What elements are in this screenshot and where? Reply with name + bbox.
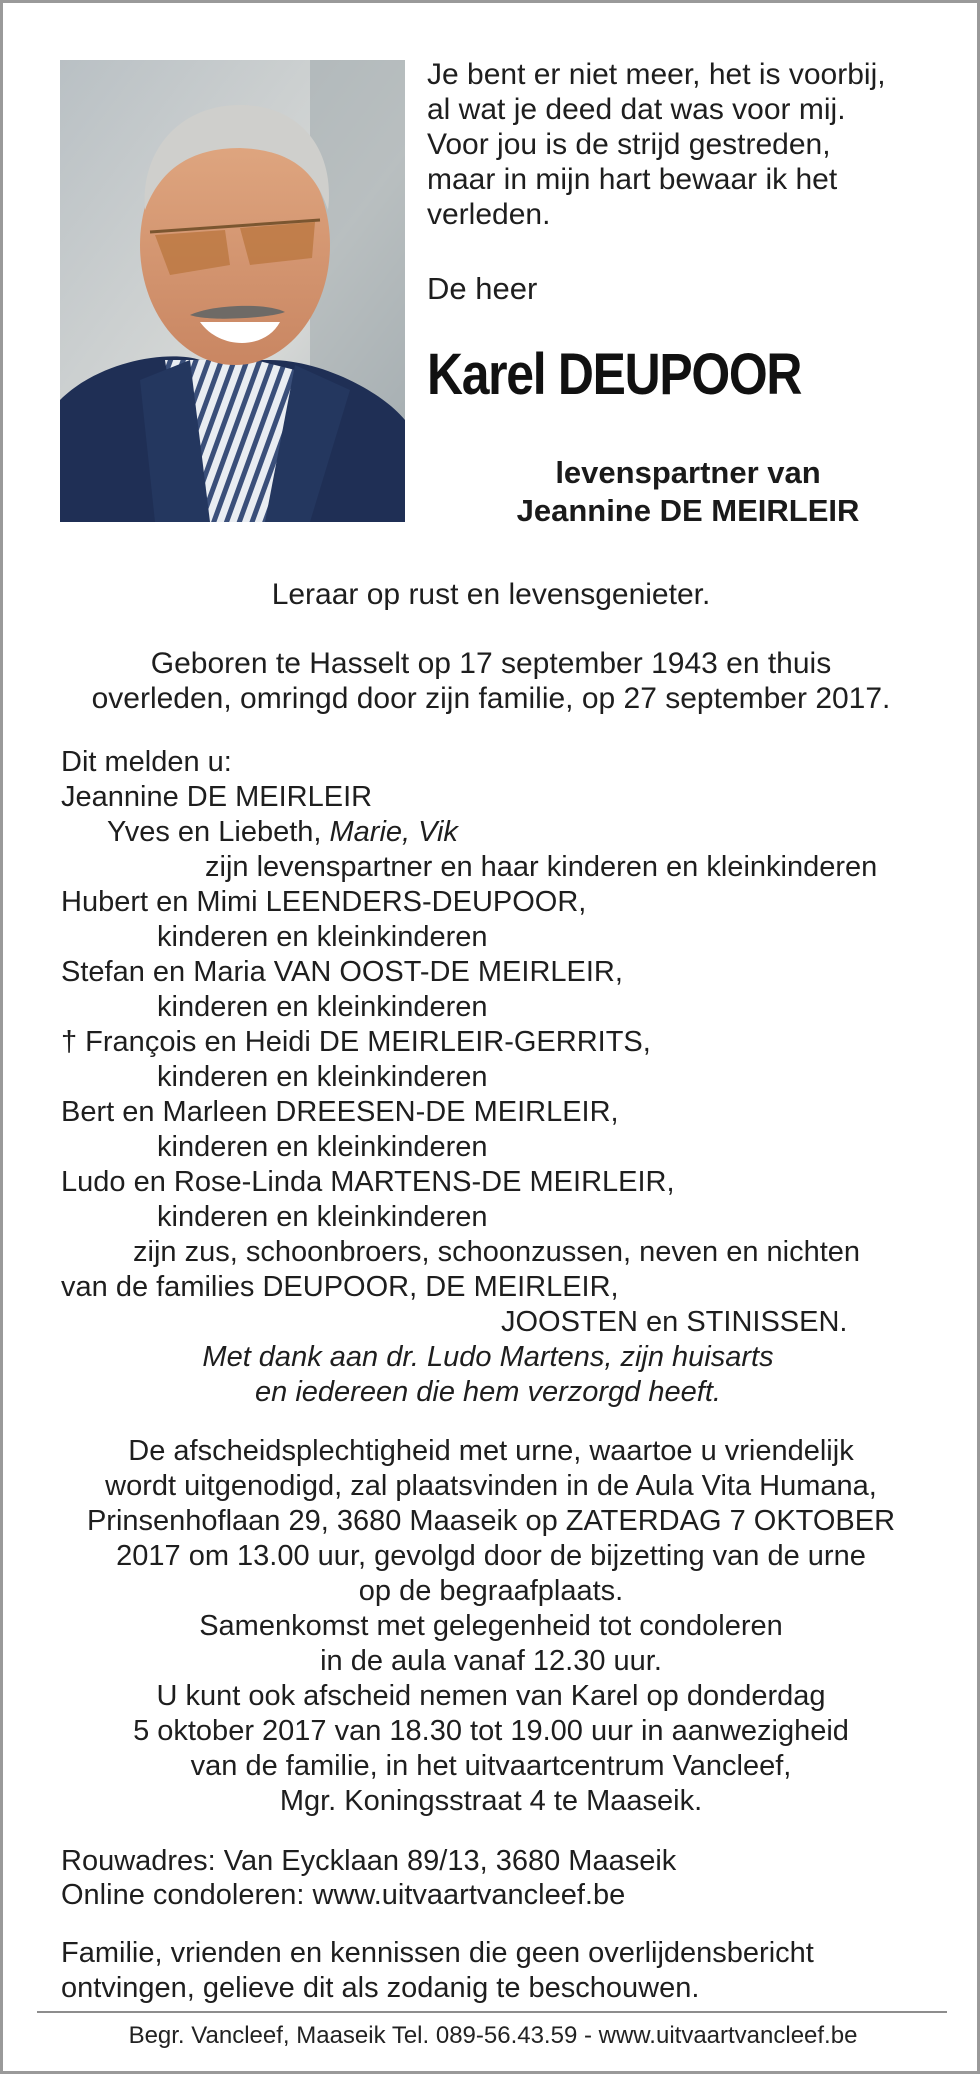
contact-info [61,1844,676,1912]
birth-line: Geboren te Hasselt op 17 september 1943 en thuis [150,647,832,680]
partner-name-line: Jeannine DE MEIRLEIR [61,781,373,813]
ceremony-line: Samenkomst met gelegenheid tot condoleren [199,1610,783,1642]
partner-line: levenspartner van [555,455,821,490]
poem-line: Voor jou is de strijd gestreden, [427,128,831,161]
portrait-photo [60,60,405,522]
family-desc: kinderen en kleinkinderen [157,1131,488,1163]
family-desc: kinderen en kleinkinderen [157,1061,488,1093]
portrait-photo-icon [60,60,405,522]
poem-line: al wat je deed dat was voor mij. [427,93,846,126]
family-desc: kinderen en kleinkinderen [157,1201,488,1233]
tagline: Leraar op rust en levensgenieter. [271,578,711,611]
funeral-home-footer: Begr. Vancleef, Maaseik Tel. 089-56.43.59 - www.uitvaartvancleef.be [128,2022,858,2049]
thanks-line: Met dank aan dr. Ludo Martens, zijn huisarts [202,1341,774,1373]
ceremony-line: De afscheidsplechtigheid met urne, waartoe u vriendelijk [128,1435,854,1467]
family-name: Ludo en Rose-Linda MARTENS-DE MEIRLEIR, [61,1166,675,1198]
yves-children: Marie, Vik [329,816,458,848]
closing-line: Familie, vrienden en kennissen die geen overlijdensbericht [61,1937,814,1969]
family-notification [61,745,951,1410]
salutation: De heer [427,271,538,306]
families-line-continued: JOOSTEN en STINISSEN. [501,1306,848,1338]
family-name: Stefan en Maria VAN OOST-DE MEIRLEIR, [61,956,623,988]
ceremony-line: Prinsenhoflaan 29, 3680 Maaseik op ZATERDAG 7 OKTOBER [86,1505,896,1537]
online-condolence: Online condoleren: www.uitvaartvancleef.be [61,1879,626,1911]
family-desc: kinderen en kleinkinderen [157,991,488,1023]
family-desc: kinderen en kleinkinderen [157,921,488,953]
ceremony-line: U kunt ook afscheid nemen van Karel op donderdag [156,1680,826,1712]
ceremony-line: 5 oktober 2017 van 18.30 tot 19.00 uur in aanwezigheid [133,1715,849,1747]
ceremony-line: van de familie, in het uitvaartcentrum Vancleef, [190,1750,792,1782]
ceremony-line: op de begraafplaats. [358,1575,624,1607]
death-line: overleden, omringd door zijn familie, op 27 september 2017. [91,682,891,715]
siblings-line: zijn zus, schoonbroers, schoonzussen, neven en nichten [133,1236,861,1268]
partner-desc: zijn levenspartner en haar kinderen en kleinkinderen [205,851,878,883]
poem-line: verleden. [427,198,551,231]
mourning-address: Rouwadres: Van Eycklaan 89/13, 3680 Maaseik [61,1845,677,1877]
poem [427,57,947,232]
poem-line: Je bent er niet meer, het is voorbij, [427,58,886,91]
thanks-line: en iedereen die hem verzorgd heeft. [255,1376,721,1408]
family-name: Bert en Marleen DREESEN-DE MEIRLEIR, [61,1096,619,1128]
family-line-yves [61,815,951,850]
ceremony-line: 2017 om 13.00 uur, gevolgd door de bijzetting van de urne [116,1540,866,1572]
closing-note [61,1936,814,2006]
family-name: Hubert en Mimi LEENDERS-DEUPOOR, [61,886,587,918]
yves-names: Yves en Liebeth, [107,816,330,848]
poem-line: maar in mijn hart bewaar ik het [427,163,838,196]
deceased-name: Karel DEUPOOR [427,342,802,407]
ceremony-line: in de aula vanaf 12.30 uur. [320,1645,662,1677]
notify-intro: Dit melden u: [61,746,232,778]
birth-death-info [33,646,949,716]
ceremony-line: Mgr. Koningsstraat 4 te Maaseik. [279,1785,703,1817]
family-name: † François en Heidi DE MEIRLEIR-GERRITS, [61,1026,651,1058]
footer-divider [37,2011,947,2013]
partner-name: Jeannine DE MEIRLEIR [516,493,860,528]
ceremony-details [33,1434,949,1819]
families-line: van de families DEUPOOR, DE MEIRLEIR, [61,1271,619,1303]
closing-line: ontvingen, gelieve dit als zodanig te beschouwen. [61,1972,700,2004]
ceremony-line: wordt uitgenodigd, zal plaatsvinden in de Aula Vita Humana, [105,1470,877,1502]
partner-block [433,454,943,530]
